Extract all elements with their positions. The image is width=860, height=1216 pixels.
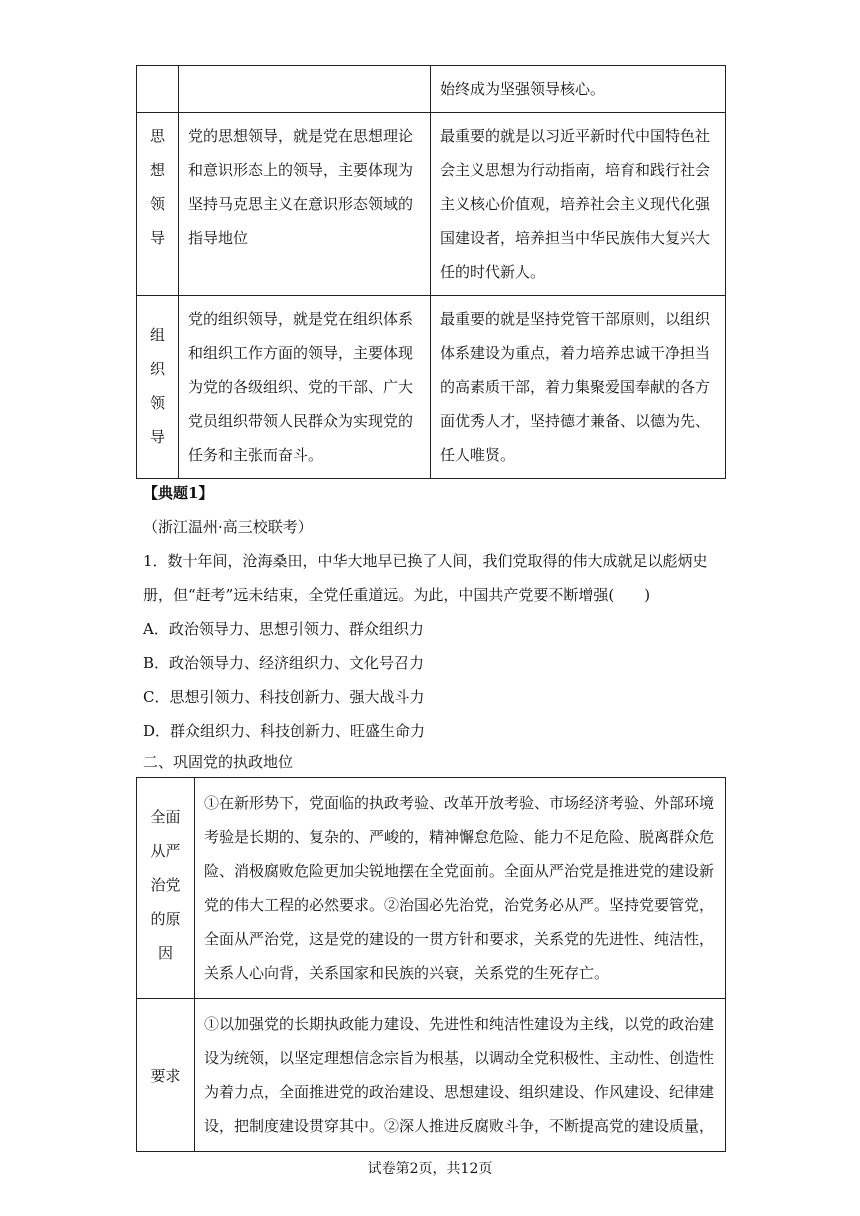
label-char: 领 [149, 394, 165, 412]
label-char: 因 [157, 944, 173, 962]
label-char: 思 [149, 127, 165, 145]
option-a: A．政治领导力、思想引领力、群众组织力 [143, 620, 424, 638]
table-cell [179, 66, 431, 113]
party-leadership-table [136, 65, 726, 479]
row-label-reasons [137, 778, 195, 999]
party-governance-table [136, 777, 726, 1152]
table-cell [431, 113, 726, 296]
cell-text: 始终成为坚强领导核心。 [440, 80, 606, 98]
table-row [137, 66, 726, 113]
table-row [137, 778, 726, 999]
label-char: 组 [149, 326, 165, 344]
option-d: D．群众组织力、科技创新力、旺盛生命力 [143, 722, 426, 740]
label-char: 的原 [150, 910, 181, 928]
label-char: 领 [149, 195, 165, 213]
table-cell [179, 113, 431, 296]
cell-text: 党的组织领导，就是党在组织体系和组织工作方面的领导，主要体现为党的各级组织、党的干部、广大党员组织带领人民群众为实现党的任务和主张而奋斗。 [188, 310, 414, 464]
option-b: B．政治领导力、经济组织力、文化号召力 [143, 654, 425, 672]
example-heading: 【典题1】 [143, 484, 214, 502]
table-cell [137, 66, 179, 113]
table-row [137, 999, 726, 1152]
option-c: C．思想引领力、科技创新力、强大战斗力 [143, 688, 425, 706]
label-char: 想 [149, 161, 165, 179]
table-cell [195, 999, 726, 1152]
page-footer: 试卷第2页，共12页 [367, 1161, 493, 1177]
label-text: 要求 [150, 1066, 181, 1085]
table-cell [431, 66, 726, 113]
label-char: 导 [149, 229, 165, 247]
question-source: （浙江温州·高三校联考） [143, 518, 313, 536]
cell-text: 党的思想领导，就是党在思想理论和意识形态上的领导，主要体现为坚持马克思主义在意识形态领域的指导地位 [188, 127, 414, 247]
label-char: 全面 [150, 808, 181, 826]
row-label-organizational [137, 296, 179, 479]
cell-text: 最重要的就是坚持党管干部原则，以组织体系建设为重点，着力培养忠诚干净担当的高素质干部，着力集聚爱国奉献的各方面优秀人才，坚持德才兼备、以德为先、任人唯贤。 [440, 310, 711, 464]
cell-text: ①在新形势下，党面临的执政考验、改革开放考验、市场经济考验、外部环境考验是长期的、复杂的、严峻的，精神懈怠危险、能力不足危险、脱离群众危险、消极腐败危险更加尖锐地摆在全党面前。全面从严治党是推进党的建设新党的伟大工程的必然要求。②治国必先治党，治党务必从严。坚持党要管党，全面从严治党，这是党的建设的一贯方针和要求，关系党的先进性、纯洁性，关系人心向背，关系国家和民族的兴衰，关系党的生死存亡。 [204, 794, 715, 982]
label-char: 导 [149, 428, 165, 446]
section-title: 二、巩固党的执政地位 [143, 753, 294, 771]
label-char: 织 [149, 360, 165, 378]
table-row [137, 296, 726, 479]
label-char: 从严 [150, 842, 181, 860]
label-char: 治党 [150, 876, 181, 894]
cell-text: 最重要的就是以习近平新时代中国特色社会主义思想为行动指南，培育和践行社会主义核心价值观，培养社会主义现代化强国建设者，培养担当中华民族伟大复兴大任的时代新人。 [440, 127, 711, 281]
row-label-requirements [137, 999, 195, 1152]
table-cell [195, 778, 726, 999]
table-cell [431, 296, 726, 479]
table-cell [179, 296, 431, 479]
row-label-ideological [137, 113, 179, 296]
table-row [137, 113, 726, 296]
question-text: 1．数十年间，沧海桑田，中华大地早已换了人间，我们党取得的伟大成就足以彪炳史册，但“赶考”远未结束，全党任重道远。为此，中国共产党要不断增强( ) [143, 552, 708, 604]
cell-text: ①以加强党的长期执政能力建设、先进性和纯洁性建设为主线，以党的政治建设为统领，以坚定理想信念宗旨为根基，以调动全党积极性、主动性、创造性为着力点，全面推进党的政治建设、思想建设、组织建设、作风建设、纪律建设，把制度建设贯穿其中。②深人推进反腐败斗争，不断提高党的建设质量， [204, 1015, 715, 1135]
